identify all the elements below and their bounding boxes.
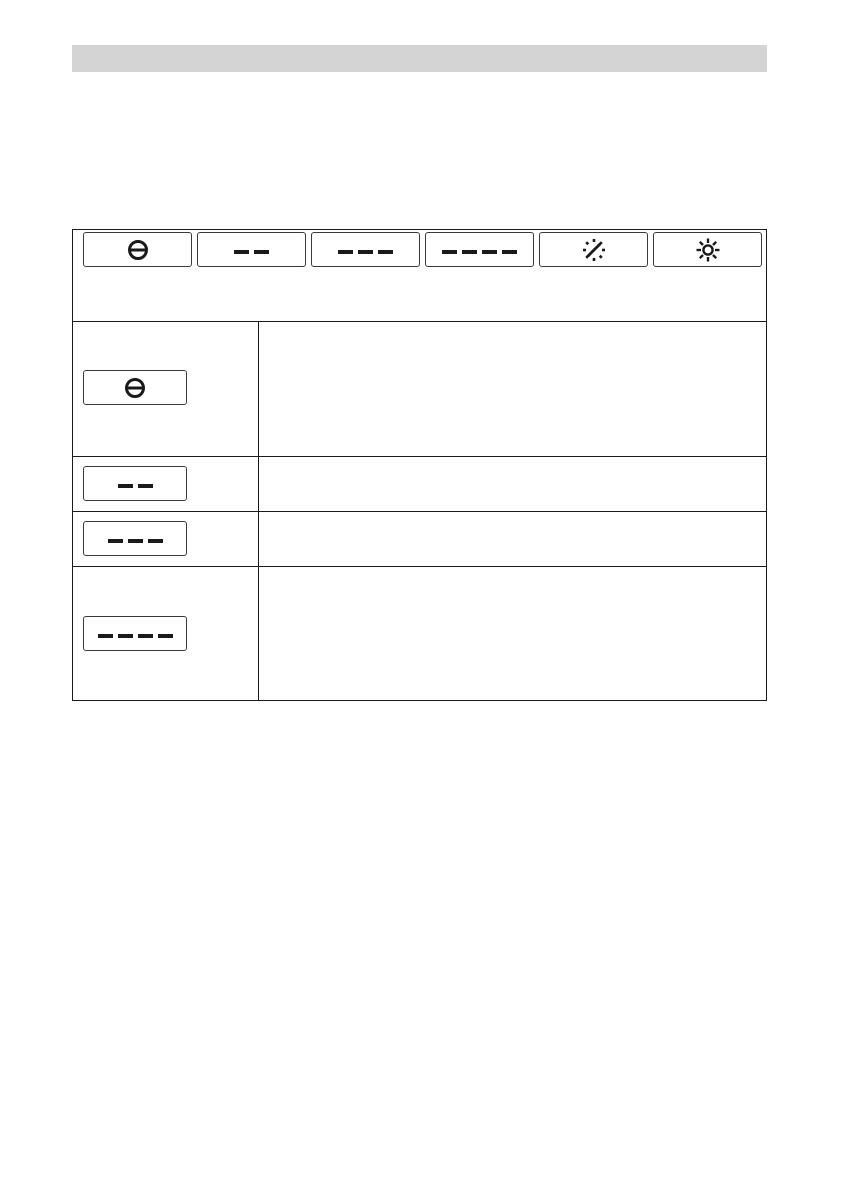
mode-button-level-4[interactable] bbox=[425, 232, 534, 267]
dash-4-icon bbox=[95, 625, 175, 643]
row-divider bbox=[73, 566, 766, 567]
row-divider bbox=[73, 456, 766, 457]
mode-button-level-2[interactable] bbox=[197, 232, 306, 267]
row-button-level-2[interactable] bbox=[83, 466, 187, 501]
dash-4-icon bbox=[440, 241, 520, 259]
row-divider bbox=[73, 321, 766, 322]
dash-3-icon bbox=[336, 241, 396, 259]
circle-minus-icon bbox=[127, 239, 149, 261]
sun-half-icon bbox=[581, 237, 607, 263]
mode-button-off[interactable] bbox=[83, 232, 192, 267]
dash-2-icon bbox=[115, 475, 155, 493]
mode-button-half-sun[interactable] bbox=[539, 232, 648, 267]
dash-2-icon bbox=[232, 241, 272, 259]
mode-button-level-3[interactable] bbox=[311, 232, 420, 267]
column-divider bbox=[258, 321, 259, 700]
sun-icon bbox=[695, 237, 721, 263]
row-button-off[interactable] bbox=[83, 370, 187, 405]
mode-button-sun[interactable] bbox=[653, 232, 762, 267]
dash-3-icon bbox=[105, 530, 165, 548]
row-button-level-4[interactable] bbox=[83, 616, 187, 651]
settings-panel bbox=[72, 229, 767, 701]
row-button-level-3[interactable] bbox=[83, 521, 187, 556]
circle-minus-icon bbox=[124, 377, 146, 399]
section-header-bar bbox=[72, 45, 767, 72]
row-divider bbox=[73, 511, 766, 512]
